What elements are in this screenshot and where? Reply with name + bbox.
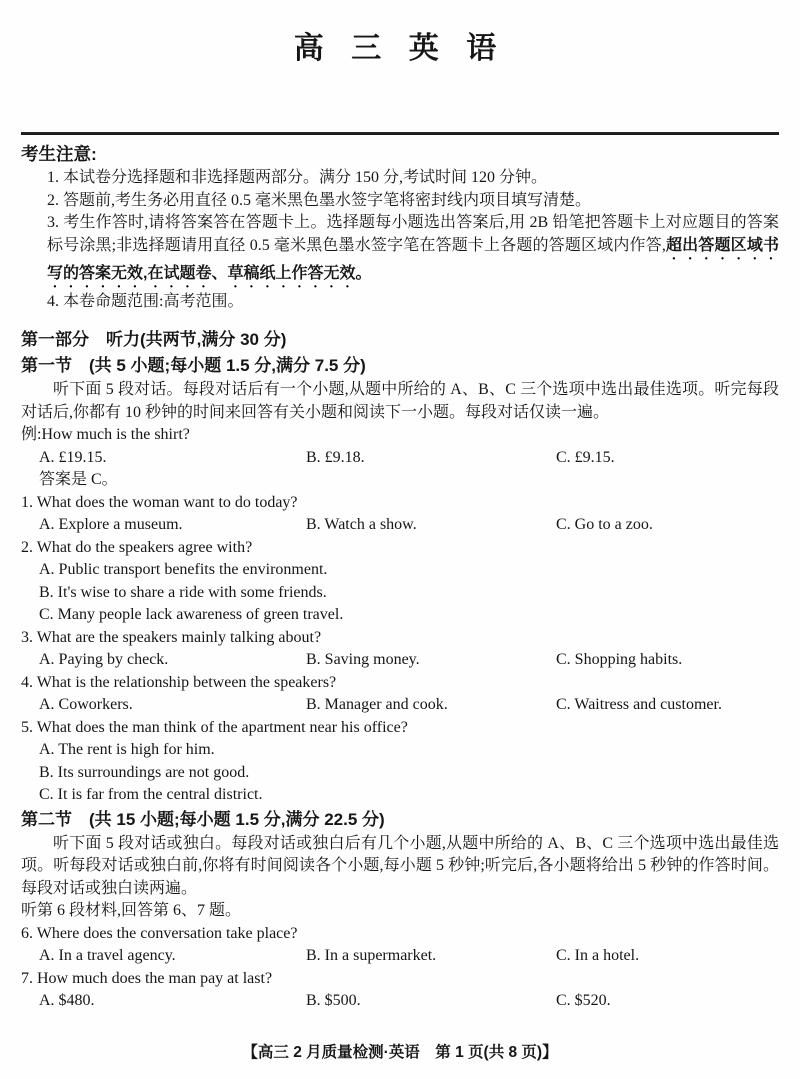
question-6-text: 6. Where does the conversation take place?	[21, 924, 298, 942]
question-1-text: 1. What does the woman want to do today?	[21, 493, 298, 511]
question-1-option-b: B. Watch a show.	[306, 516, 417, 533]
section2-heading: 第二节 (共 15 小题;每小题 1.5 分,满分 22.5 分)	[21, 809, 385, 829]
question-7-options-row	[21, 990, 779, 1013]
example-option-b: B. £9.18.	[306, 448, 365, 466]
notice-item-4: 4. 本卷命题范围:高考范围。	[47, 292, 244, 310]
notice-item-2: 2. 答题前,考生务必用直径 0.5 毫米黑色墨水签字笔将密封线内项目填写清楚。	[47, 191, 592, 209]
question-1	[21, 492, 779, 537]
question-5-option-c: C. It is far from the central district.	[39, 786, 263, 803]
question-7-option-c: C. $520.	[556, 992, 611, 1009]
notice-item-3-text: 3. 考生作答时,请将答案答在答题卡上。选择题每小题选出答案后,用 2B 铅笔把答题卡上对应题目的答案标号涂黑;非选择题请用直径 0.5 毫米黑色墨水签字笔在答题卡上各题的答题区域内作答,	[47, 214, 779, 254]
notice-item-1: 1. 本试卷分选择题和非选择题两部分。满分 150 分,考试时间 120 分钟。	[47, 169, 548, 186]
question-6-option-c: C. In a hotel.	[556, 947, 640, 964]
question-3-option-b: B. Saving money.	[306, 651, 420, 668]
section1-heading: 第一节 (共 5 小题;每小题 1.5 分,满分 7.5 分)	[21, 356, 366, 375]
notice-section	[21, 135, 779, 313]
question-3	[21, 627, 779, 672]
question-6-option-b: B. In a supermarket.	[306, 947, 437, 964]
question-6	[21, 923, 779, 968]
notice-item-3-emphasized-text: 超出答题区域书写的答案无效,在试题卷、草稿纸上作答无效。	[47, 236, 779, 282]
example-answer: 答案是 C。	[39, 471, 118, 488]
question-7-option-a: A. $480.	[39, 992, 95, 1009]
question-2-option-b: B. It's wise to share a ride with some friends.	[39, 583, 327, 601]
question-3-option-c: C. Shopping habits.	[556, 651, 683, 668]
question-4	[21, 672, 779, 717]
question-5-option-b: B. Its surroundings are not good.	[39, 763, 250, 781]
example-option-a: A. £19.15.	[39, 448, 107, 466]
part1-listening-section	[21, 313, 779, 1013]
page-footer: 【高三 2 月质量检测·英语 第 1 页(共 8 页)】	[242, 1044, 558, 1061]
question-7	[21, 968, 779, 1013]
question-2	[21, 537, 779, 627]
example-option-c: C. £9.15.	[556, 448, 615, 466]
question-4-option-b: B. Manager and cook.	[306, 696, 448, 713]
question-5-option-a: A. The rent is high for him.	[39, 741, 215, 758]
question-4-option-c: C. Waitress and customer.	[556, 696, 722, 713]
question-6-options-row	[21, 945, 779, 968]
notice-item-3	[47, 212, 779, 291]
page-title: 高 三 英 语	[293, 32, 507, 65]
part1-heading: 第一部分 听力(共两节,满分 30 分)	[21, 330, 287, 349]
example-options-row	[21, 447, 779, 470]
question-6-option-a: A. In a travel agency.	[39, 947, 176, 964]
example-question: 例:How much is the shirt?	[21, 426, 190, 443]
question-5-text: 5. What does the man think of the apartment near his office?	[21, 718, 408, 736]
question-5	[21, 717, 779, 807]
question-2-option-c: C. Many people lack awareness of green travel.	[39, 606, 344, 623]
question-4-options-row	[21, 694, 779, 717]
question-3-option-a: A. Paying by check.	[39, 651, 169, 668]
question-7-option-b: B. $500.	[306, 992, 361, 1009]
question-7-text: 7. How much does the man pay at last?	[21, 969, 273, 987]
question-1-option-c: C. Go to a zoo.	[556, 516, 653, 533]
section1-instructions: 听下面 5 段对话。每段对话后有一个小题,从题中所给的 A、B、C 三个选项中选出最佳选项。听完每段对话后,你都有 10 秒钟的时间来回答有关小题和阅读下一小题。每段对话仅读一遍。	[21, 381, 779, 421]
notice-heading: 考生注意:	[21, 144, 97, 164]
question-4-text: 4. What is the relationship between the speakers?	[21, 673, 337, 691]
question-1-options-row	[21, 514, 779, 537]
question-2-option-a: A. Public transport benefits the environment.	[39, 561, 328, 578]
question-4-option-a: A. Coworkers.	[39, 696, 133, 713]
question-2-options-stack	[21, 559, 779, 627]
question-3-text: 3. What are the speakers mainly talking about?	[21, 628, 322, 646]
question-2-text: 2. What do the speakers agree with?	[21, 538, 253, 556]
section2-instructions: 听下面 5 段对话或独白。每段对话或独白后有几个小题,从题中所给的 A、B、C 三个选项中选出最佳选项。听每段对话或独白前,你将有时间阅读各个小题,每小题 5 秒钟;听完后,各小题将给出 5 秒钟的作答时间。每段对话或独白读两遍。	[21, 834, 779, 897]
section2-material-note: 听第 6 段材料,回答第 6、7 题。	[21, 902, 242, 919]
question-5-options-stack	[21, 739, 779, 807]
question-3-options-row	[21, 649, 779, 672]
question-1-option-a: A. Explore a museum.	[39, 516, 183, 533]
